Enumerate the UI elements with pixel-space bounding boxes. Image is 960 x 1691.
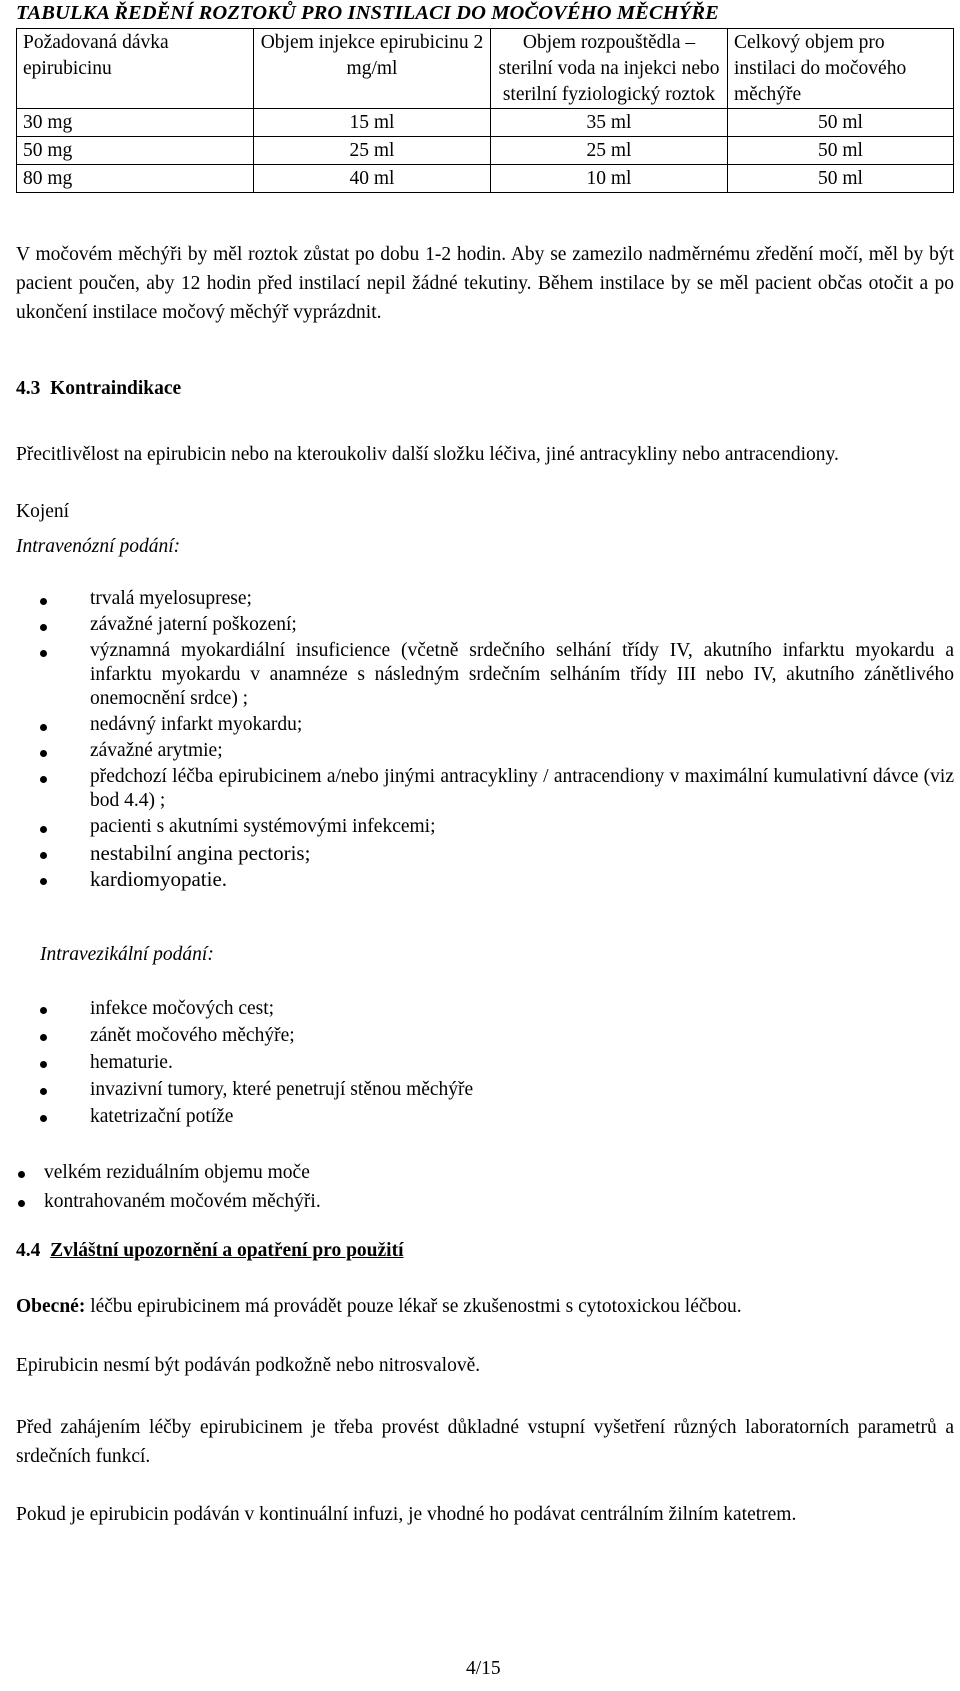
list-item-text: trvalá myelosuprese;: [90, 588, 252, 609]
bullet-icon: [40, 852, 47, 859]
bullet-icon: [40, 750, 47, 757]
table-header-cell: Objem rozpouštědla – sterilní voda na injekci nebo sterilní fyziologický roztok: [491, 29, 728, 109]
list-item: [16, 1104, 954, 1129]
list-item-text: katetrizační potíže: [90, 1106, 234, 1127]
warning-paragraph: Před zahájením léčby epirubicinem je třeba provést důkladné vstupní vyšetření různých laboratorních parametrů a srdečních funkcí.: [16, 1417, 954, 1467]
list-item-text: hematurie.: [90, 1052, 173, 1073]
bullet-icon: [40, 776, 47, 783]
bullet-icon: [40, 1034, 47, 1041]
section-number: 4.4: [16, 1240, 41, 1261]
bullet-icon: [40, 1115, 47, 1122]
iv-contraindication-list: [16, 587, 954, 893]
list-item-text: pacienti s akutními systémovými infekcemi;: [90, 816, 436, 837]
iv-label: Intravenózní podání:: [16, 536, 181, 557]
table-cell: 40 ml: [254, 165, 491, 193]
table-cell: 25 ml: [491, 137, 728, 165]
list-item-text: závažné jaterní poškození;: [90, 614, 297, 635]
general-warning: [16, 1296, 742, 1318]
bullet-icon: [40, 624, 47, 631]
bullet-icon: [40, 1088, 47, 1095]
section-title: Kontraindikace: [50, 378, 182, 399]
list-item-text: kontrahovaném močovém měchýři.: [44, 1191, 321, 1212]
bullet-icon: [18, 1171, 25, 1178]
list-item-text: infekce močových cest;: [90, 998, 275, 1019]
list-item: [16, 815, 954, 839]
table-cell: 50 ml: [728, 165, 954, 193]
list-item: [16, 867, 954, 891]
bullet-icon: [40, 826, 47, 833]
table-row: [17, 137, 954, 165]
list-item: [16, 841, 954, 865]
section-title: Zvláštní upozornění a opatření pro použití: [50, 1240, 404, 1261]
list-item: [16, 639, 954, 711]
table-header-cell: Celkový objem pro instilaci do močového měchýře: [728, 29, 954, 109]
list-item-text: významná myokardiální insuficience (včetně srdečního selhání třídy IV, akutního infarktu myokardu a infarktu myokardu v anamnéze s následným srdečním selháním třídy III nebo IV, akutního zánětlivého onemocnění srdce) ;: [90, 640, 954, 709]
table-cell: 50 ml: [728, 137, 954, 165]
bullet-icon: [40, 1061, 47, 1068]
hypersensitivity-text: Přecitlivělost na epirubicin nebo na kteroukoliv další složku léčiva, jiné antracykliny nebo antracendiony.: [16, 444, 839, 465]
table-title: TABULKA ŘEDĚNÍ ROZTOKŮ PRO INSTILACI DO MOČOVÉHO MĚCHÝŘE: [16, 2, 719, 24]
bullet-icon: [40, 724, 47, 731]
list-item-text: nedávný infarkt myokardu;: [90, 714, 303, 735]
table-cell: 10 ml: [491, 165, 728, 193]
additional-contraindication-list: [16, 1160, 954, 1218]
list-item-text: kardiomyopatie.: [90, 867, 228, 891]
table-header-cell: Objem injekce epirubicinu 2 mg/ml: [254, 29, 491, 109]
list-item-text: velkém reziduálním objemu moče: [44, 1162, 310, 1183]
list-item: [16, 1189, 954, 1214]
list-item: [16, 765, 954, 813]
list-item: [16, 996, 954, 1021]
list-item: [16, 713, 954, 737]
list-item: [16, 1050, 954, 1075]
list-item: [16, 1023, 954, 1048]
list-item: [16, 739, 954, 763]
list-item-text: předchozí léčba epirubicinem a/nebo jinými antracykliny / antracendiony v maximální kumulativní dávce (viz bod 4.4) ;: [90, 766, 954, 811]
dilution-table: [16, 28, 954, 193]
list-item-text: zánět močového měchýře;: [90, 1025, 295, 1046]
bullet-icon: [40, 650, 47, 657]
bullet-icon: [18, 1200, 25, 1207]
section-heading-4-3: [16, 378, 181, 400]
bullet-icon: [40, 1007, 47, 1014]
instillation-note: V močovém měchýři by měl roztok zůstat po dobu 1-2 hodin. Aby se zamezilo nadměrnému zředění močí, měl by být pacient poučen, aby 12 hodin před instilací nepil žádné tekutiny. Během instilace by se měl pacient občas otočit a po ukončení instilace močový měchýř vyprázdnit.: [16, 244, 954, 323]
page-number: 4/15: [466, 1658, 501, 1679]
warning-paragraph: Epirubicin nesmí být podáván podkožně nebo nitrosvalově.: [16, 1355, 481, 1376]
lactation-text: Kojení: [16, 501, 70, 522]
list-item-text: nestabilní angina pectoris;: [90, 841, 311, 865]
table-cell: 15 ml: [254, 109, 491, 137]
table-cell: 25 ml: [254, 137, 491, 165]
general-text: léčbu epirubicinem má provádět pouze lékař se zkušenostmi s cytotoxickou léčbou.: [85, 1296, 742, 1317]
table-cell: 50 ml: [728, 109, 954, 137]
list-item: [16, 1077, 954, 1102]
bullet-icon: [40, 878, 47, 885]
section-heading-4-4: [16, 1240, 404, 1262]
table-cell: 80 mg: [17, 165, 254, 193]
table-cell: 35 ml: [491, 109, 728, 137]
bullet-icon: [40, 598, 47, 605]
warning-paragraph: Pokud je epirubicin podáván v kontinuální infuzi, je vhodné ho podávat centrálním žilním katetrem.: [16, 1504, 797, 1525]
table-cell: 30 mg: [17, 109, 254, 137]
list-item: [16, 1160, 954, 1185]
intravesical-label: Intravezikální podání:: [40, 944, 214, 965]
general-label: Obecné:: [16, 1296, 86, 1317]
list-item: [16, 587, 954, 611]
section-number: 4.3: [16, 378, 41, 399]
intravesical-contraindication-list: [16, 996, 954, 1131]
table-header-cell: Požadovaná dávka epirubicinu: [17, 29, 254, 109]
table-row: [17, 109, 954, 137]
table-header-row: [17, 29, 954, 109]
list-item-text: invazivní tumory, které penetrují stěnou měchýře: [90, 1079, 474, 1100]
list-item: [16, 613, 954, 637]
table-cell: 50 mg: [17, 137, 254, 165]
table-row: [17, 165, 954, 193]
list-item-text: závažné arytmie;: [90, 740, 223, 761]
